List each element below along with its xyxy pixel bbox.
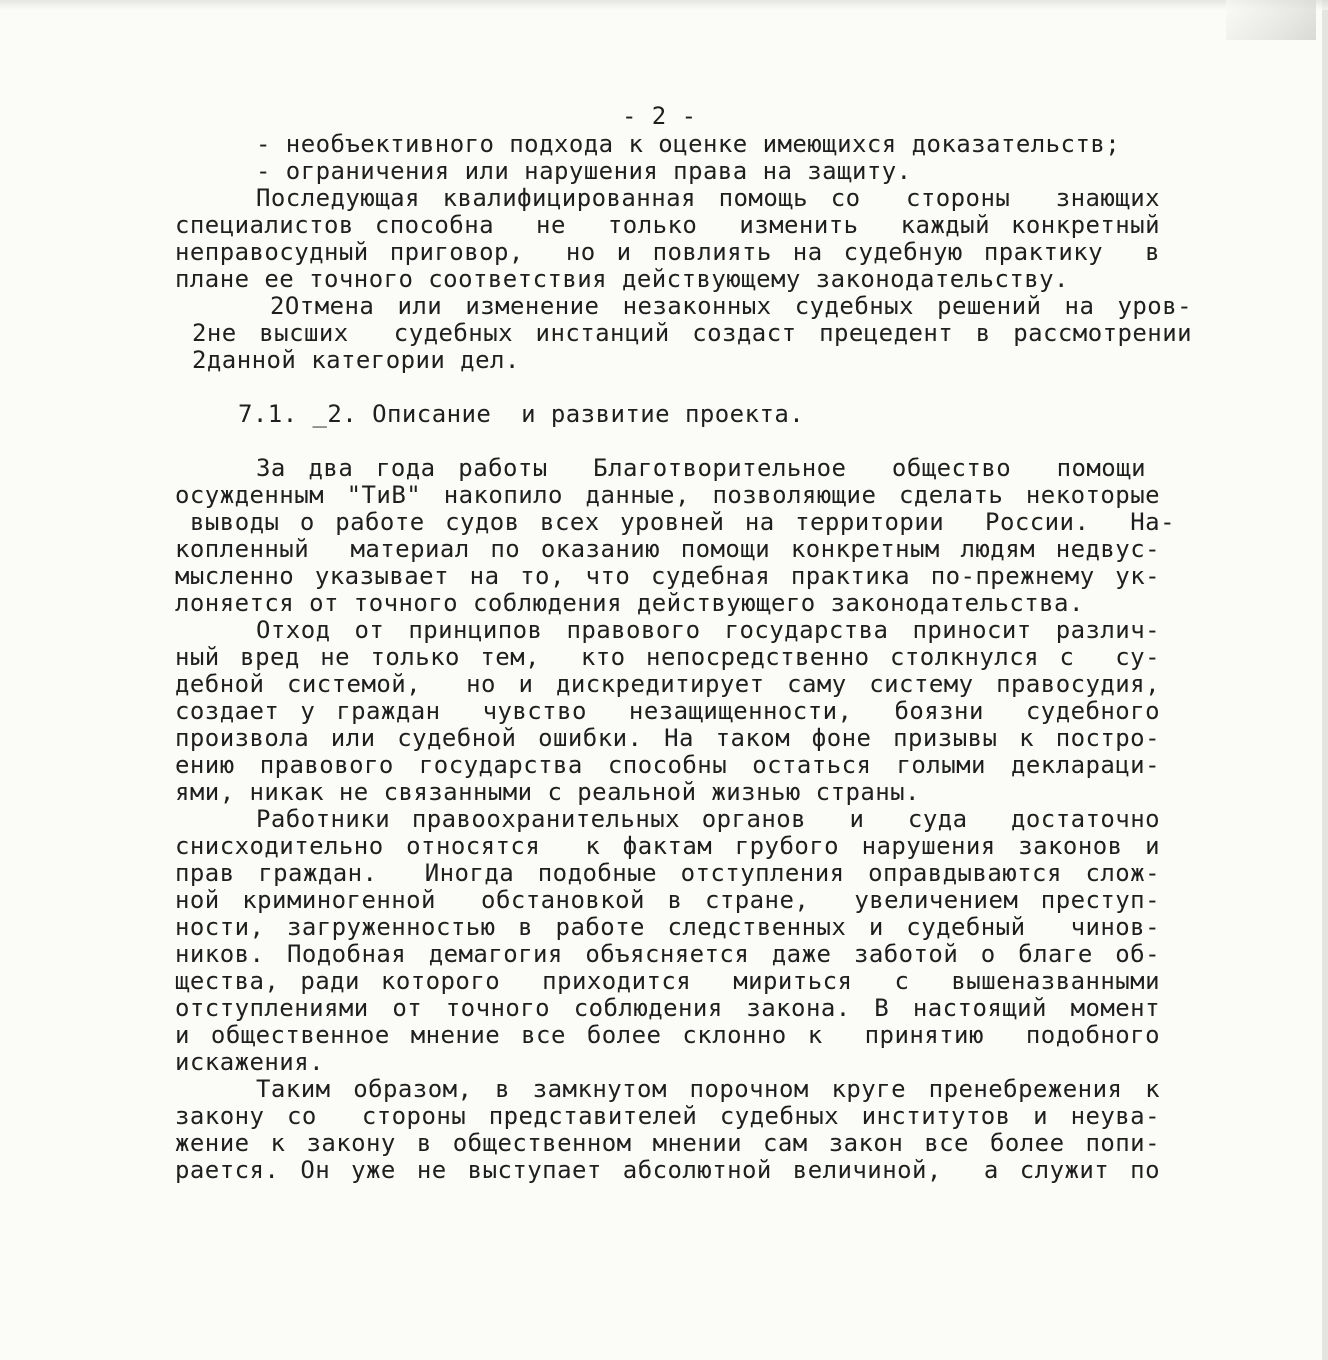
paragraph-line: рается. Он уже не выступает абсолютной величиной, а служит по xyxy=(175,1156,1160,1184)
paragraph-line: жение к закону в общественном мнении сам закон все более попи- xyxy=(175,1129,1160,1157)
paragraph-line: Таким образом, в замкнутом порочном круге пренебрежения к xyxy=(256,1075,1160,1103)
paragraph-line: 2Отмена или изменение незаконных судебных решений на уров- xyxy=(270,292,1192,320)
scan-corner-shadow xyxy=(1226,0,1316,40)
page-number: - 2 - xyxy=(622,102,697,130)
paragraph-line: ению правового государства способны остаться голыми деклараци- xyxy=(175,751,1160,779)
paragraph-line: Отход от принципов правового государства приносит различ- xyxy=(256,616,1160,644)
paragraph-line: Последующая квалифицированная помощь со стороны знающих xyxy=(256,184,1160,212)
scan-edge-shadow xyxy=(0,0,1328,10)
paragraph-line: 2данной категории дел. xyxy=(192,346,520,374)
paragraph-line: лоняется от точного соблюдения действующего законодательства. xyxy=(175,589,1084,617)
paragraph-line: копленный материал по оказанию помощи конкретным людям недвус- xyxy=(175,535,1160,563)
paragraph-line: произвола или судебной ошибки. На таком фоне призывы к постро- xyxy=(175,724,1160,752)
paragraph-line: Работники правоохранительных органов и суда достаточно xyxy=(256,805,1160,833)
paragraph-line: ями, никак не связанными с реальной жизнью страны. xyxy=(175,778,920,806)
paragraph-line: отступлениями от точного соблюдения закона. В настоящий момент xyxy=(175,994,1160,1022)
paragraph-line: создает у граждан чувство незащищенности, боязни судебного xyxy=(175,697,1160,725)
paragraph-line: мысленно указывает на то, что судебная практика по-прежнему ук- xyxy=(175,562,1160,590)
paragraph-line: выводы о работе судов всех уровней на территории России. На- xyxy=(190,508,1175,536)
section-heading: 7.1. _2. Описание и развитие проекта. xyxy=(238,400,805,428)
paragraph-line: и общественное мнение все более склонно к принятию подобного xyxy=(175,1021,1160,1049)
paragraph-line: плане ее точного соответствия действующему законодательству. xyxy=(175,265,1069,293)
list-item: - ограничения или нарушения права на защиту. xyxy=(256,157,912,185)
paragraph-line: снисходительно относятся к фактам грубого нарушения законов и xyxy=(175,832,1160,860)
paragraph-line: ной криминогенной обстановкой в стране, увеличением преступ- xyxy=(175,886,1160,914)
paragraph-line: закону со стороны представителей судебных институтов и неува- xyxy=(175,1102,1160,1130)
paragraph-line: щества, ради которого приходится мириться с вышеназванными xyxy=(175,967,1160,995)
list-item: - необъективного подхода к оценке имеющихся доказательств; xyxy=(256,130,1121,158)
paragraph-line: дебной системой, но и дискредитирует саму систему правосудия, xyxy=(175,670,1160,698)
paragraph-line: неправосудный приговор, но и повлиять на судебную практику в xyxy=(175,238,1160,266)
paragraph-line: ников. Подобная демагогия объясняется даже заботой о благе об- xyxy=(175,940,1160,968)
paragraph-line: осужденным "ТиВ" накопило данные, позволяющие сделать некоторые xyxy=(175,481,1160,509)
paragraph-line: искажения. xyxy=(175,1048,324,1076)
paragraph-line: прав граждан. Иногда подобные отступления оправдываются слож- xyxy=(175,859,1160,887)
paragraph-line: ности, загруженностью в работе следственных и судебный чинов- xyxy=(175,913,1160,941)
paragraph-line: 2не высших судебных инстанций создаст прецедент в рассмотрении xyxy=(192,319,1192,347)
paragraph-line: За два года работы Благотворительное общество помощи xyxy=(256,454,1146,482)
paragraph-line: специалистов способна не только изменить каждый конкретный xyxy=(175,211,1160,239)
paragraph-line: ный вред не только тем, кто непосредственно столкнулся с су- xyxy=(175,643,1160,671)
